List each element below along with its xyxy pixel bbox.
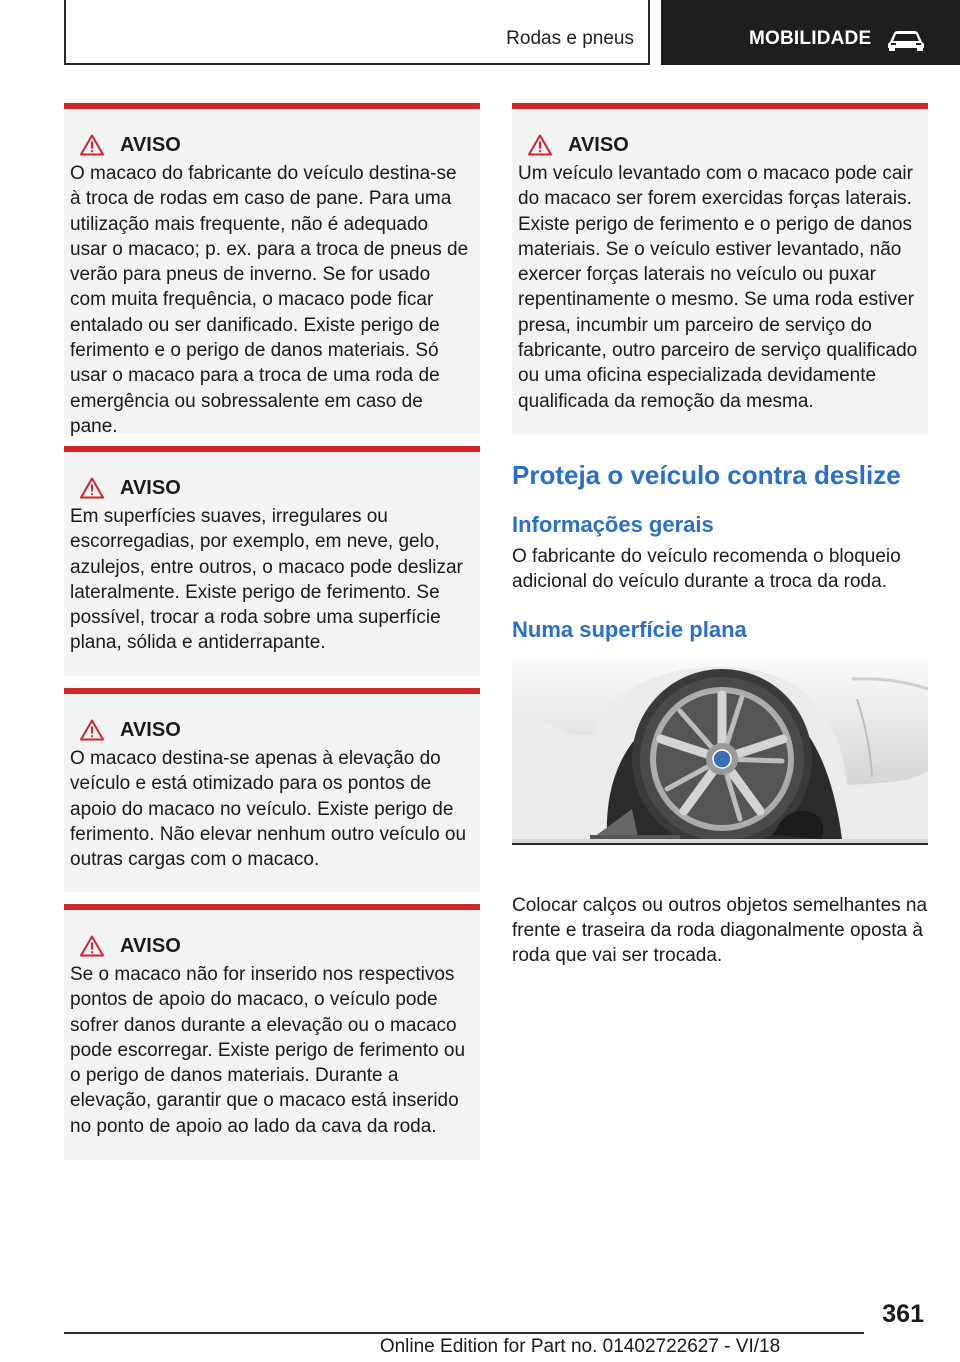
warning-triangle-icon [80,477,104,499]
warning-text: O macaco do fabricante do veículo destina-se à troca de rodas em caso de pane. Para uma utilização mais frequente, não é adequado usar o macaco; p. ex. para a troca de pneus de verão para pneus de inverno. Se for usado com muita frequência, o macaco pode ficar entalado ou ser danificado. Existe perigo de ferimento e o perigo de danos materiais. Só usar o macaco para a troca de uma roda de emergência ou sobressalente em caso de pane. [70,163,469,437]
warning-box [64,688,480,892]
warning-header [70,934,470,958]
warning-title: AVISO [120,133,181,156]
warning-box [64,103,480,437]
header-section-title: Rodas e pneus [506,28,634,49]
footer-edition: Online Edition for Part no. 01402722627 - VI/18 [379,1336,781,1357]
warning-box [64,446,480,676]
warning-box [64,904,480,1160]
subsection-heading-general: Informações gerais [512,512,714,537]
left-column [64,103,480,1172]
warning-box [512,103,928,434]
warning-text: Se o macaco não for inserido nos respectivos pontos de apoio do macaco, o veículo pode sofrer danos durante a elevação ou o macaco pode escorregar. Existe perigo de ferimento ou o perigo de danos materiais. Durante a elevação, garantir que o macaco está inserido no ponto de apoio ao lado da cava da roda. [70,964,466,1137]
general-info-paragraph: O fabricante do veículo recomenda o bloqueio adicional do veículo durante a troca da roda. [512,546,901,593]
right-column [512,103,928,968]
warning-triangle-icon [80,719,104,741]
car-icon [887,29,925,51]
page-number: 361 [882,1300,924,1328]
header-section-frame [64,0,650,65]
photo-caption: Colocar calços ou outros objetos semelhantes na frente e traseira da roda diagonalmente oposta à roda que vai ser trocada. [512,894,928,967]
footer-divider [64,1332,864,1334]
warning-header [518,133,918,157]
warning-header [70,133,470,157]
warning-triangle-icon [528,134,552,156]
header-chapter-label: MOBILIDADE [749,28,872,49]
warning-text: Um veículo levantado com o macaco pode cair do macaco ser forem exercidas forças laterais. Existe perigo de ferimento e o perigo de danos materiais. Se o veículo estiver levantado, não exercer forças laterais no veículo ou puxar repentinamente o mesmo. Se uma roda estiver presa, incumbir um parceiro de serviço do fabricante, outro parceiro de serviço qualificado ou uma oficina especializada devidamente qualificada da remoção da mesma. [518,163,918,412]
warning-title: AVISO [120,476,181,499]
warning-text: Em superfícies suaves, irregulares ou escorregadias, por exemplo, em neve, gelo, azulejos, entre outros, o macaco pode deslizar lateralmente. Existe perigo de ferimento. Se possível, trocar a roda sobre uma superfície plana, sólida e antiderrapante. [70,506,463,654]
warning-title: AVISO [568,133,629,156]
warning-text: O macaco destina-se apenas à elevação do veículo e está otimizado para os pontos de apoio do macaco no veículo. Existe perigo de ferimento. Não elevar nenhum outro veículo ou outras cargas com o macaco. [70,748,467,871]
warning-title: AVISO [120,718,181,741]
header-chapter-tab[interactable] [661,0,960,65]
section-heading: Proteja o veículo contra deslize [512,460,901,490]
warning-title: AVISO [120,934,181,957]
wheel-chock-photo [512,659,928,845]
warning-triangle-icon [80,134,104,156]
warning-header [70,476,470,500]
warning-triangle-icon [80,935,104,957]
warning-header [70,718,470,742]
wheel-illustration [512,659,928,845]
subsection-heading-flat-surface: Numa superfície plana [512,616,747,642]
